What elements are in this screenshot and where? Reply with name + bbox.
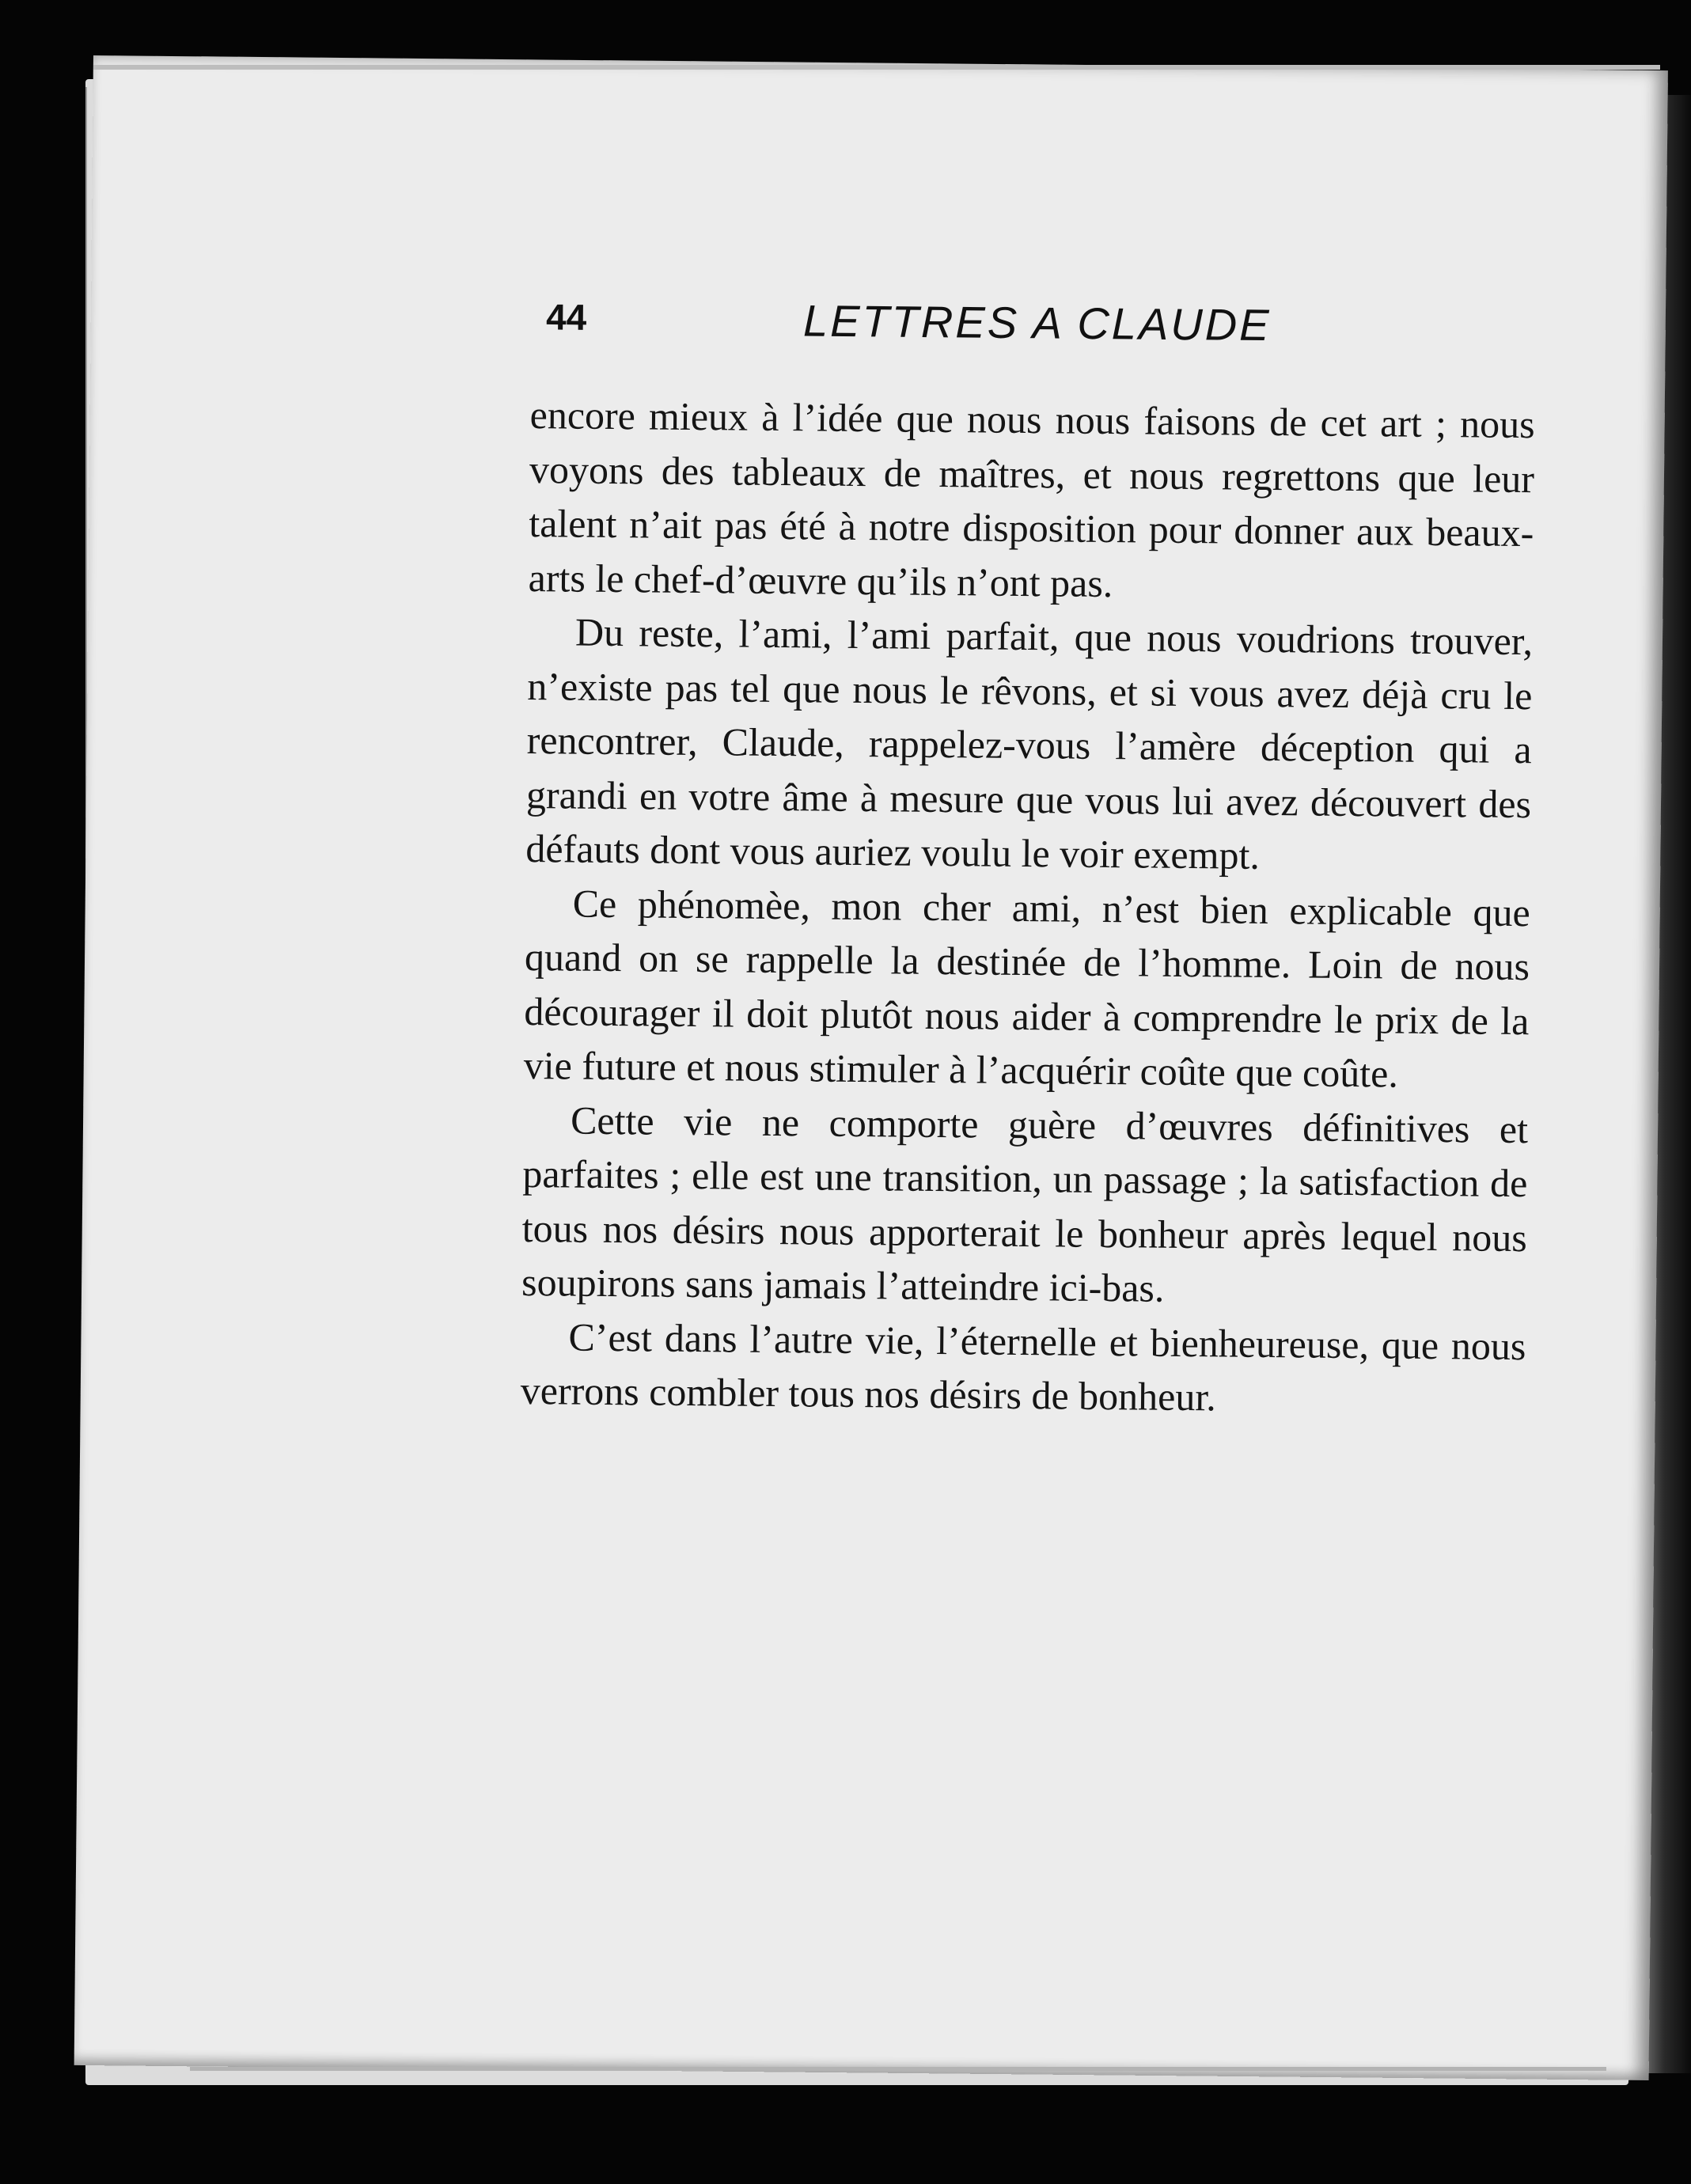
running-title: LETTRES A CLAUDE: [802, 295, 1272, 351]
paragraph: Cette vie ne comporte guère d’œuvres définitives et parfaites ; elle est une transition, un passage ; la satisfaction de tous nos désirs nous apporterait le bonheur après lequel nous soupirons sans jamais l’atteindre ici-bas.: [521, 1098, 1529, 1310]
paragraph: C’est dans l’autre vie, l’éternelle et bienheureuse, que nous verrons combler tous nos désirs de bonheur.: [520, 1314, 1526, 1420]
page-bottom-edge: [190, 2067, 1606, 2071]
page-number: 44: [545, 296, 587, 338]
page-top-edge: [93, 65, 1660, 70]
body-text: [521, 388, 1535, 1428]
paragraph: Du reste, l’ami, l’ami parfait, que nous voudrions trouver, n’existe pas tel que nous le rêvons, et si vous avez déjà cru le rencontrer, Claude, rappelez-vous l’amère déception qui a grandi en votre âme à mesure que vous lui avez découvert des défauts dont vous auriez voulu le voir exempt.: [525, 609, 1534, 878]
page-header: [546, 295, 1306, 358]
paragraph: encore mieux à l’idée que nous nous faisons de cet art ; nous voyons des tableaux de maîtres, et nous regrettons que leur talent n’ait pas été à notre disposition pour donner aux beaux-arts le chef-d’œuvre qu’ils n’ont pas.: [528, 392, 1535, 605]
paragraph: Ce phénomèe, mon cher ami, n’est bien explicable que quand on se rappelle la destinée de l’homme. Loin de nous décourager il doit plutôt nous aider à comprendre le prix de la vie future et nous stimuler à l’acquérir coûte que coûte.: [523, 881, 1530, 1096]
